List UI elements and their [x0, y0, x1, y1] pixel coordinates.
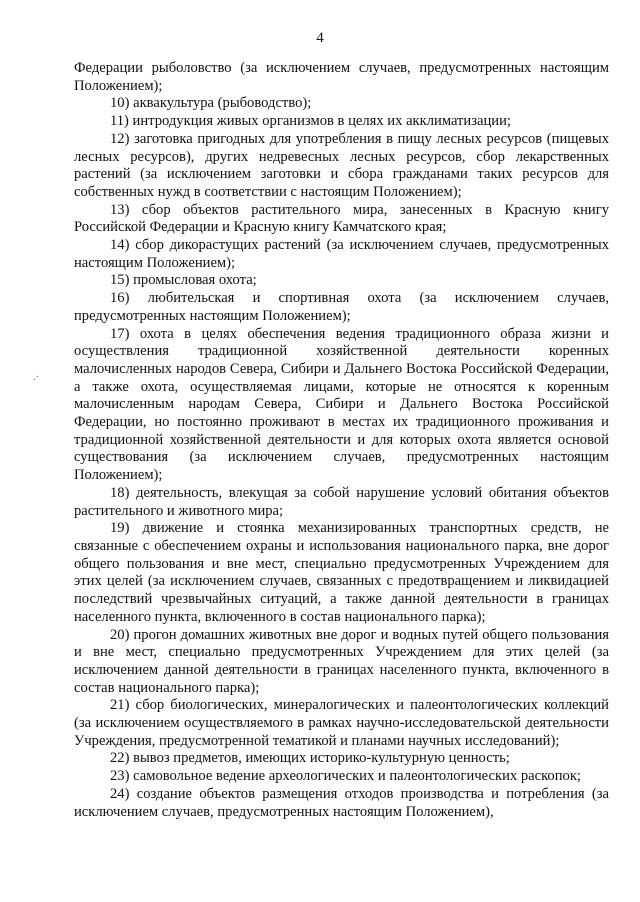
paragraph-item-19: 19) движение и стоянка механизированных транспортных средств, не связанные с обеспечением охраны и использования национального парка, вне дорог общего пользования и вне мест, специально предусмотренных Учреждением для этих целей (за исключением случаев, связанных с предотвращением и ликвидацией последствий чрезвычайных ситуаций, а также данной деятельности в границах населенного пункта, включенного в состав национального парка); [74, 520, 609, 625]
document-body [74, 60, 609, 821]
paragraph-item-23: 23) самовольное ведение археологических и палеонтологических раскопок; [110, 768, 581, 785]
paragraph-item-11: 11) интродукция живых организмов в целях их акклиматизации; [110, 113, 511, 130]
paragraph-item-20: 20) прогон домашних животных вне дорог и водных путей общего пользования и вне мест, специально предусмотренных Учреждением для этих целей (за исключением данной деятельности в границах населенного пункта, включенного в состав национального парка); [74, 626, 609, 696]
paragraph-item-10: 10) аквакультура (рыбоводство); [110, 95, 312, 112]
paragraph-continuation: Федерации рыболовство (за исключением случаев, предусмотренных настоящим Положением); [74, 60, 609, 94]
paragraph-item-17: 17) охота в целях обеспечения ведения традиционного образа жизни и осуществления традиционной хозяйственной деятельности коренных малочисленных народов Севера, Сибири и Дальнего Востока Российской Федерации, а также охота, осуществляемая лицами, которые не относятся к коренным малочисленным народам Севера, Сибири и Дальнего Востока Российской Федерации, но постоянно проживают в местах их традиционного проживания и традиционной хозяйственной деятельности и для которых охота является основой существования (за исключением случаев, предусмотренных настоящим Положением); [74, 325, 609, 484]
paragraph-item-13: 13) сбор объектов растительного мира, занесенных в Красную книгу Российской Федерации и Красную книгу Камчатского края; [74, 201, 609, 236]
paragraph-item-15: 15) промысловая охота; [110, 272, 257, 289]
paragraph-item-22: 22) вывоз предметов, имеющих историко-культурную ценность; [110, 750, 510, 767]
paragraph-item-16: 16) любительская и спортивная охота (за исключением случаев, предусмотренных настоящим Положением); [74, 290, 609, 324]
paragraph-item-18: 18) деятельность, влекущая за собой нарушение условий обитания объектов растительного и животного мира; [74, 484, 609, 519]
paragraph-item-21: 21) сбор биологических, минералогических и палеонтологических коллекций (за исключением осуществляемого в рамках научно-исследовательской деятельности Учреждения, предусмотренной тематикой и планами научных исследований); [74, 697, 609, 749]
margin-mark: .· [33, 372, 39, 383]
paragraph-item-12: 12) заготовка пригодных для употребления в пищу лесных ресурсов (пищевых лесных ресурсов), других недревесных лесных ресурсов, сбор лекарственных растений (за исключением заготовки и сбора гражданами таких ресурсов для собственных нужд в соответствии с настоящим Положением); [74, 130, 609, 200]
paragraph-item-24: 24) создание объектов размещения отходов производства и потребления (за исключением случаев, предусмотренных настоящим Положением), [74, 785, 609, 820]
page-number: 4 [316, 30, 324, 46]
paragraph-item-14: 14) сбор дикорастущих растений (за исключением случаев, предусмотренных настоящим Положением); [74, 237, 609, 271]
